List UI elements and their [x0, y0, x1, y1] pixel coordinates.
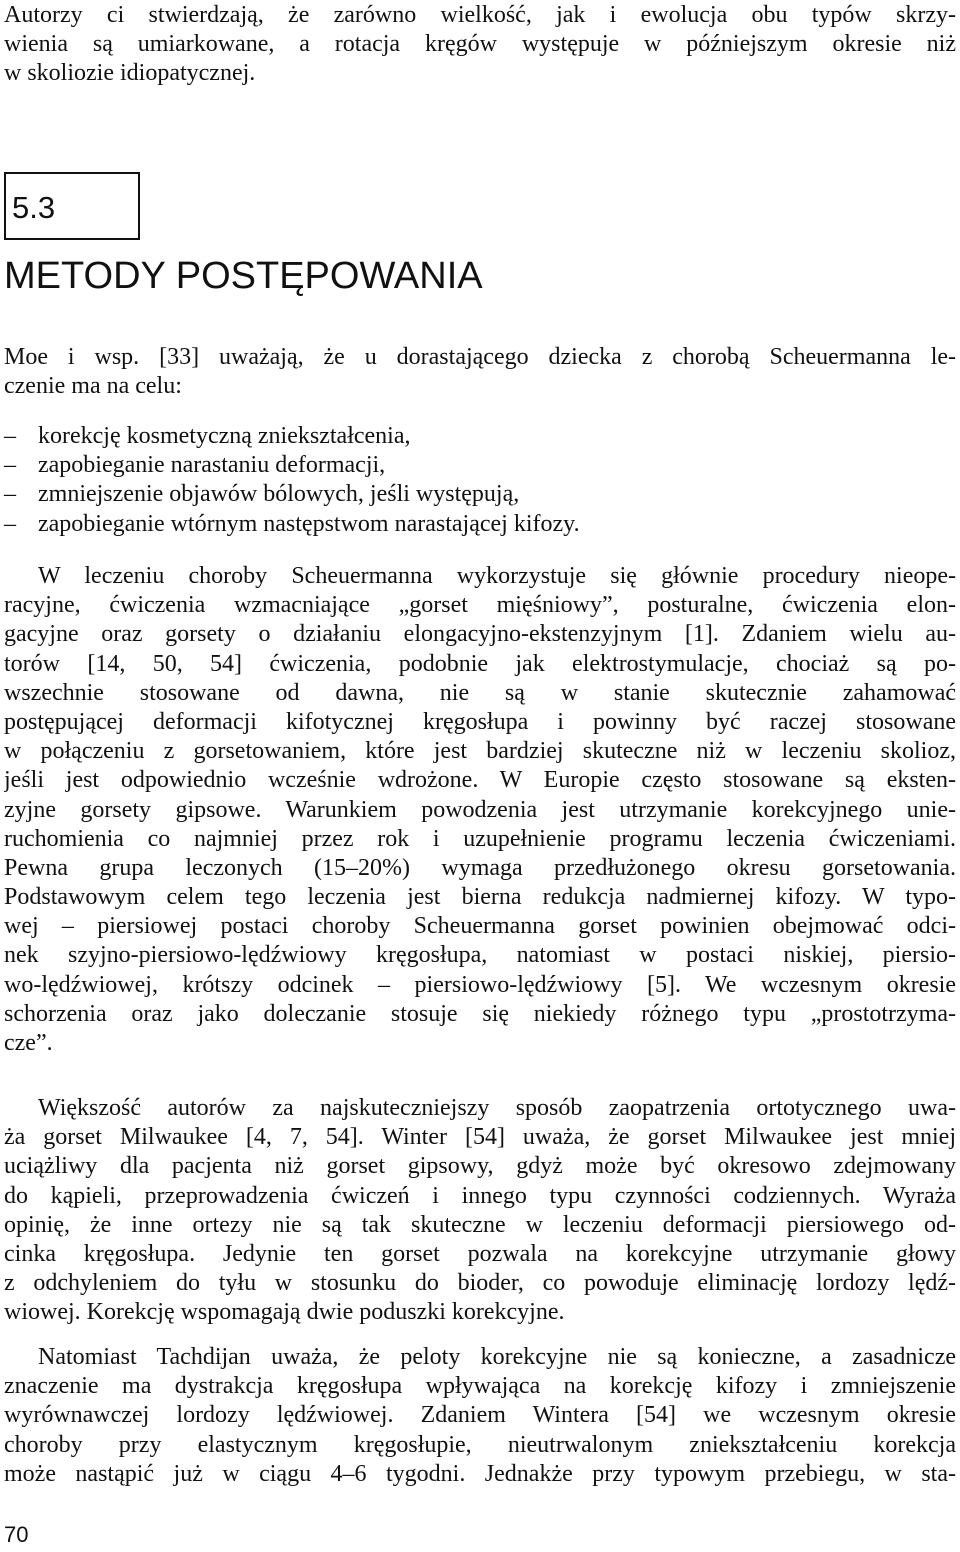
text-line: do kąpieli, przeprowadzenia ćwiczeń i innego typu czynności codziennych. Wyraża [4, 1182, 956, 1209]
text-line: wyrównawczej lordozy lędźwiowej. Zdaniem Wintera [54] we wczesnym okresie [4, 1402, 956, 1429]
list-item [4, 451, 944, 480]
text-line: wienia są umiarkowane, a rotacja kręgów występuje w późniejszym okresie niż [4, 31, 956, 58]
moe-paragraph [4, 343, 956, 401]
text-line: w skoliozie idiopatycznej. [4, 60, 256, 87]
list-dash: – [4, 452, 16, 479]
text-line: w połączeniu z gorsetowaniem, które jest bardziej skuteczne niż w leczeniu skolioz, [4, 738, 956, 765]
text-line: uciążliwy dla pacjenta niż gorset gipsowy, gdyż może być okresowo zdejmowany [4, 1153, 956, 1180]
text-line: czenie ma na celu: [4, 373, 182, 400]
text-line: cinka kręgosłupa. Jedynie ten gorset pozwala na korekcyjne utrzymanie głowy [4, 1240, 956, 1267]
text-line: może nastąpić już w ciągu 4–6 tygodni. Jednakże przy typowym przebiegu, w sta- [4, 1460, 956, 1487]
text-line: Autorzy ci stwierdzają, że zarówno wielkość, jak i ewolucja obu typów skrzy- [4, 2, 956, 28]
text-line: schorzenia oraz jako doleczanie stosuje się niekiedy różnego typu „prostotrzyma- [4, 1000, 956, 1027]
text-line: wej – piersiowej postaci choroby Scheuermanna gorset powinien obejmować odci- [4, 913, 956, 940]
list-dash: – [4, 510, 16, 537]
list-item [4, 480, 944, 509]
section-number-box [4, 172, 140, 240]
list-item-text: korekcję kosmetyczną zniekształcenia, [38, 423, 411, 449]
text-line: opinię, że inne ortezy nie są tak skuteczne w leczeniu deformacji piersiowego od- [4, 1211, 956, 1238]
text-line: W leczeniu choroby Scheuermanna wykorzystuje się głównie procedury nieope- [38, 563, 956, 589]
page-number: 70 [4, 1522, 29, 1547]
text-line: nek szyjno-piersiowo-lędźwiowy kręgosłupa, natomiast w postaci niskiej, piersio- [4, 942, 956, 969]
text-line: Pewna grupa leczonych (15–20%) wymaga przedłużonego okresu gorsetowania. [4, 854, 956, 881]
section-number: 5.3 [12, 190, 56, 225]
text-line: jeśli jest odpowiednio wcześnie wdrożone. W Europie często stosowane są eksten- [4, 767, 956, 794]
text-line: wiowej. Korekcję wspomagają dwie poduszki korekcyjne. [4, 1299, 565, 1326]
text-line: ruchomienia co najmniej przez rok i uzupełnienie programu leczenia ćwiczeniami. [4, 825, 956, 852]
paragraph-tachdijan [4, 1343, 956, 1489]
section-title: METODY POSTĘPOWANIA [4, 255, 483, 297]
paragraph-milwaukee [4, 1094, 956, 1328]
text-line: cze”. [4, 1030, 53, 1056]
list-dash: – [4, 423, 16, 449]
text-line: wo-lędźwiowej, krótszy odcinek – piersiowo-lędźwiowy [5]. We wczesnym okresie [4, 971, 956, 998]
text-line: ża gorset Milwaukee [4, 7, 54]. Winter [54] uważa, że gorset Milwaukee jest mniej [4, 1124, 956, 1151]
text-line: Natomiast Tachdijan uważa, że peloty korekcyjne nie są konieczne, a zasadnicze [38, 1344, 956, 1370]
text-line: postępującej deformacji kifotycznej kręgosłupa i powinny być raczej stosowane [4, 708, 956, 735]
intro-paragraph [4, 1, 956, 89]
text-line: racyjne, ćwiczenia wzmacniające „gorset mięśniowy”, posturalne, ćwiczenia elon- [4, 592, 956, 619]
list-item-text: zapobieganie wtórnym następstwom narastającej kifozy. [38, 510, 580, 537]
text-line: zyjne gorsety gipsowe. Warunkiem powodzenia jest utrzymanie korekcyjnego unie- [4, 796, 956, 823]
list-item [4, 510, 944, 539]
list-item-text: zmniejszenie objawów bólowych, jeśli występują, [38, 481, 520, 508]
text-line: gacyjne oraz gorsety o działaniu elongacyjno-ekstenzyjnym [1]. Zdaniem wielu au- [4, 621, 956, 648]
list-dash: – [4, 481, 16, 508]
text-line: Moe i wsp. [33] uważają, że u dorastającego dziecka z chorobą Scheuermanna le- [4, 344, 956, 370]
text-line: wszechnie stosowane od dawna, nie są w stanie skutecznie zahamować [4, 679, 956, 706]
list-item-text: zapobieganie narastaniu deformacji, [38, 452, 386, 479]
text-line: choroby przy elastycznym kręgosłupie, nieutrwalonym zniekształceniu korekcja [4, 1431, 956, 1458]
text-line: z odchyleniem do tyłu w stosunku do bioder, co powoduje eliminację lordozy lędź- [4, 1270, 956, 1297]
list-item [4, 422, 944, 451]
text-line: torów [14, 50, 54] ćwiczenia, podobnie jak elektrostymulacje, chociaż są po- [4, 650, 956, 677]
text-line: Podstawowym celem tego leczenia jest bierna redukcja nadmiernej kifozy. W typo- [4, 884, 956, 911]
paragraph-treatment [4, 562, 956, 1058]
text-line: Większość autorów za najskuteczniejszy sposób zaopatrzenia ortotycznego uwa- [38, 1095, 956, 1121]
text-line: znaczenie ma dystrakcja kręgosłupa wpływająca na korekcję kifozy i zmniejszenie [4, 1373, 956, 1400]
treatment-goals-list [4, 422, 944, 539]
